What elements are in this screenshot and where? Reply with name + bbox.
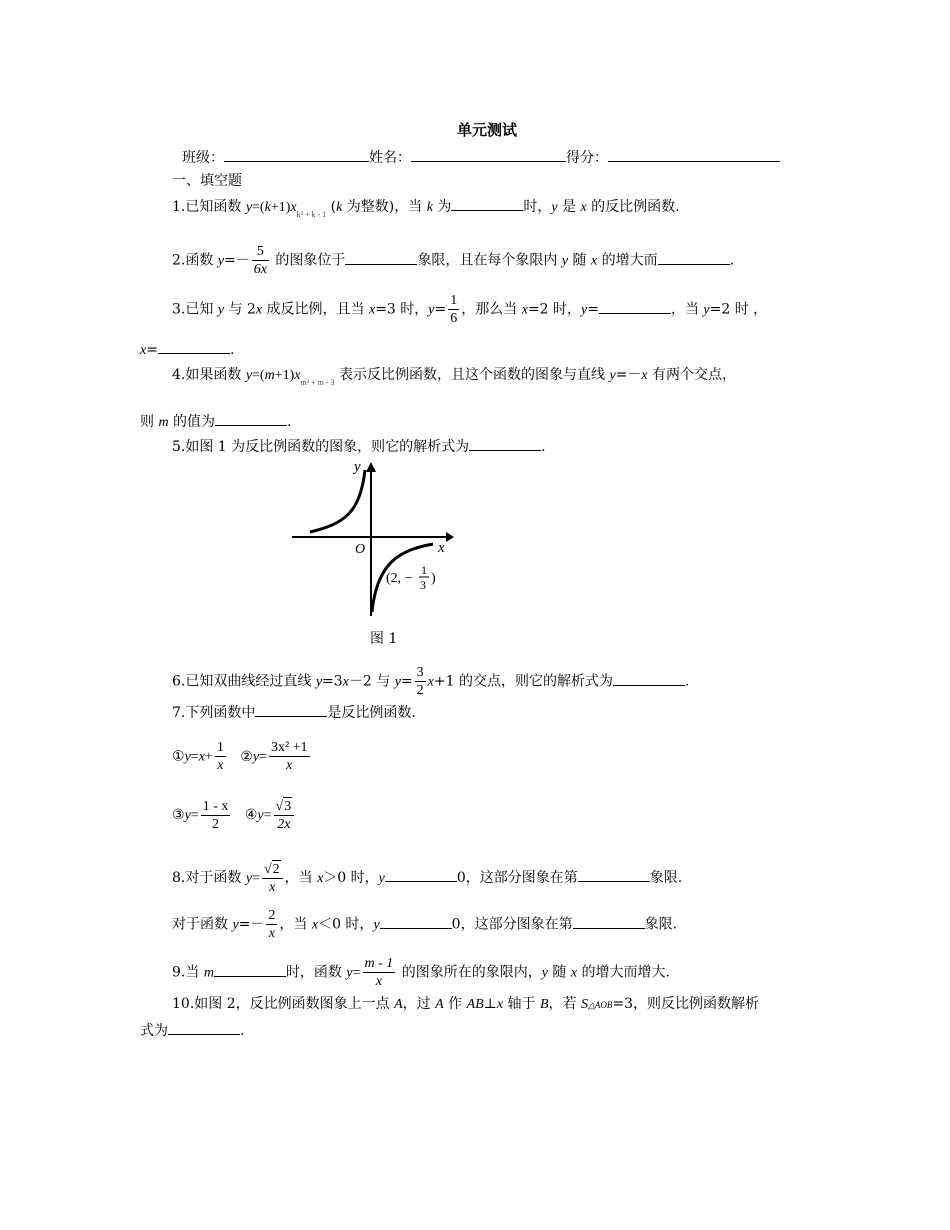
question-2: 2.函数 y=－ $\frac{5}{6x}$ 的图象位于 象限，且在每个象限内 y 随 x 的增大而 . bbox=[172, 244, 735, 277]
question-7-options-2: ③y= $\frac{1 - x}{2}$ ④y= $\frac{√3}{2x}$ bbox=[172, 797, 296, 833]
fraction: $\frac{3}{2}$ bbox=[416, 665, 424, 698]
class-label: 班级： bbox=[182, 150, 224, 166]
answer-blank[interactable] bbox=[385, 868, 457, 882]
answer-blank[interactable] bbox=[613, 672, 685, 686]
question-5: 5.如图 1 为反比例函数的图象，则它的解析式为 . bbox=[172, 439, 546, 455]
fraction: $\frac{√3}{2x}$ bbox=[274, 797, 295, 833]
score-blank[interactable] bbox=[608, 148, 780, 162]
fraction: $\frac{1 - x}{2}$ bbox=[202, 798, 229, 832]
point-label-den: 3 bbox=[420, 578, 426, 592]
question-10: 10.如图 2，反比例函数图象上一点 A，过 A 作 AB⊥x 轴于 B，若 S△AOB=3，则反比例函数解析 bbox=[172, 996, 760, 1012]
y-axis-arrow bbox=[366, 462, 376, 472]
answer-blank[interactable] bbox=[451, 197, 523, 211]
question-3: 3.已知 y 与 2x 成反比例，且当 x=3 时，y= $\frac{1}{6}$ ，那么当 x=2 时，y= ，当 y=2 时 ， bbox=[172, 293, 768, 326]
question-8: 8.对于函数 y= $\frac{√2}{x}$ ，当 x＞0 时，y 0，这部分图象在第 象限. bbox=[172, 862, 683, 895]
section-heading: 一、填空题 bbox=[172, 173, 242, 189]
y-axis-label: y bbox=[354, 459, 361, 475]
question-4: 4.如果函数 $y=(m+1)x_{m^2 + m - 3}$ 表示反比例函数，且这个函数的图象与直线 y=－x 有两个交点， bbox=[172, 367, 737, 387]
fraction: $\frac{√2}{x}$ bbox=[262, 860, 283, 896]
exponent: k² + k - 1 bbox=[296, 210, 327, 219]
figure-1-graph bbox=[288, 458, 458, 653]
answer-blank[interactable] bbox=[215, 412, 287, 426]
origin-label: O bbox=[355, 542, 366, 557]
question-9: 9.当 m 时，函数 y= $\frac{m - 1}{x}$ 的图象所在的象限内，y 随 x 的增大而增大. bbox=[172, 956, 670, 989]
question-8-part-2: 对于函数 y=－ $\frac{2}{x}$ ，当 x＜0 时，y 0，这部分图象在第 象限. bbox=[172, 908, 678, 941]
answer-blank[interactable] bbox=[469, 437, 541, 451]
fraction: $\frac{5}{6x}$ bbox=[253, 244, 267, 277]
x-axis-label: x bbox=[438, 540, 445, 556]
figure-1-caption: 图 1 bbox=[370, 631, 398, 647]
answer-blank[interactable] bbox=[214, 963, 286, 977]
question-6: 6.已知双曲线经过直线 y=3x－2 与 y= $\frac{3}{2}$ x+1 的交点，则它的解析式为 . bbox=[172, 665, 690, 698]
answer-blank[interactable] bbox=[573, 915, 645, 929]
class-blank[interactable] bbox=[224, 148, 369, 162]
point-label-suffix: ) bbox=[431, 571, 436, 586]
name-label: 姓名： bbox=[369, 150, 411, 166]
answer-blank[interactable] bbox=[599, 300, 671, 314]
fraction: $\frac{1}{x}$ bbox=[216, 740, 224, 773]
question-10-cont: 式为 . bbox=[140, 1023, 245, 1039]
answer-blank[interactable] bbox=[168, 1021, 240, 1035]
answer-blank[interactable] bbox=[345, 251, 417, 265]
fraction: $\frac{1}{6}$ bbox=[450, 293, 458, 326]
hyperbola-branch-upper-left bbox=[310, 470, 365, 532]
score-label: 得分： bbox=[566, 150, 608, 166]
question-7: 7.下列函数中 是反比例函数. bbox=[172, 705, 416, 721]
answer-blank[interactable] bbox=[578, 868, 650, 882]
fraction: $\frac{2}{x}$ bbox=[268, 908, 276, 941]
fraction: $\frac{m - 1}{x}$ bbox=[364, 956, 394, 989]
header-row bbox=[182, 148, 780, 167]
question-3-cont: x= . bbox=[140, 342, 235, 358]
answer-blank[interactable] bbox=[380, 915, 452, 929]
answer-blank[interactable] bbox=[158, 340, 230, 354]
question-4-cont: 则 m 的值为 . bbox=[140, 414, 292, 430]
x-axis-arrow bbox=[446, 532, 454, 542]
exponent: m² + m - 3 bbox=[300, 378, 335, 387]
answer-blank[interactable] bbox=[658, 251, 730, 265]
question-7-options-1: ①y=x+ $\frac{1}{x}$ ②y= $\frac{\text{3x² +1}}{x}$ bbox=[172, 740, 308, 773]
fraction: $\frac{\text{3x² +1}}{x}$ bbox=[270, 740, 308, 773]
page-title: 单元测试 bbox=[457, 121, 518, 139]
question-1: 1.已知函数 $y=(k+1)x_{k^2 + k - 1}$ (k 为整数)，当 k 为 时，y 是 x 的反比例函数. bbox=[172, 199, 680, 219]
point-label-num: 1 bbox=[421, 563, 427, 577]
point-label-prefix: (2, − bbox=[386, 571, 413, 586]
name-blank[interactable] bbox=[411, 148, 566, 162]
answer-blank[interactable] bbox=[255, 703, 327, 717]
